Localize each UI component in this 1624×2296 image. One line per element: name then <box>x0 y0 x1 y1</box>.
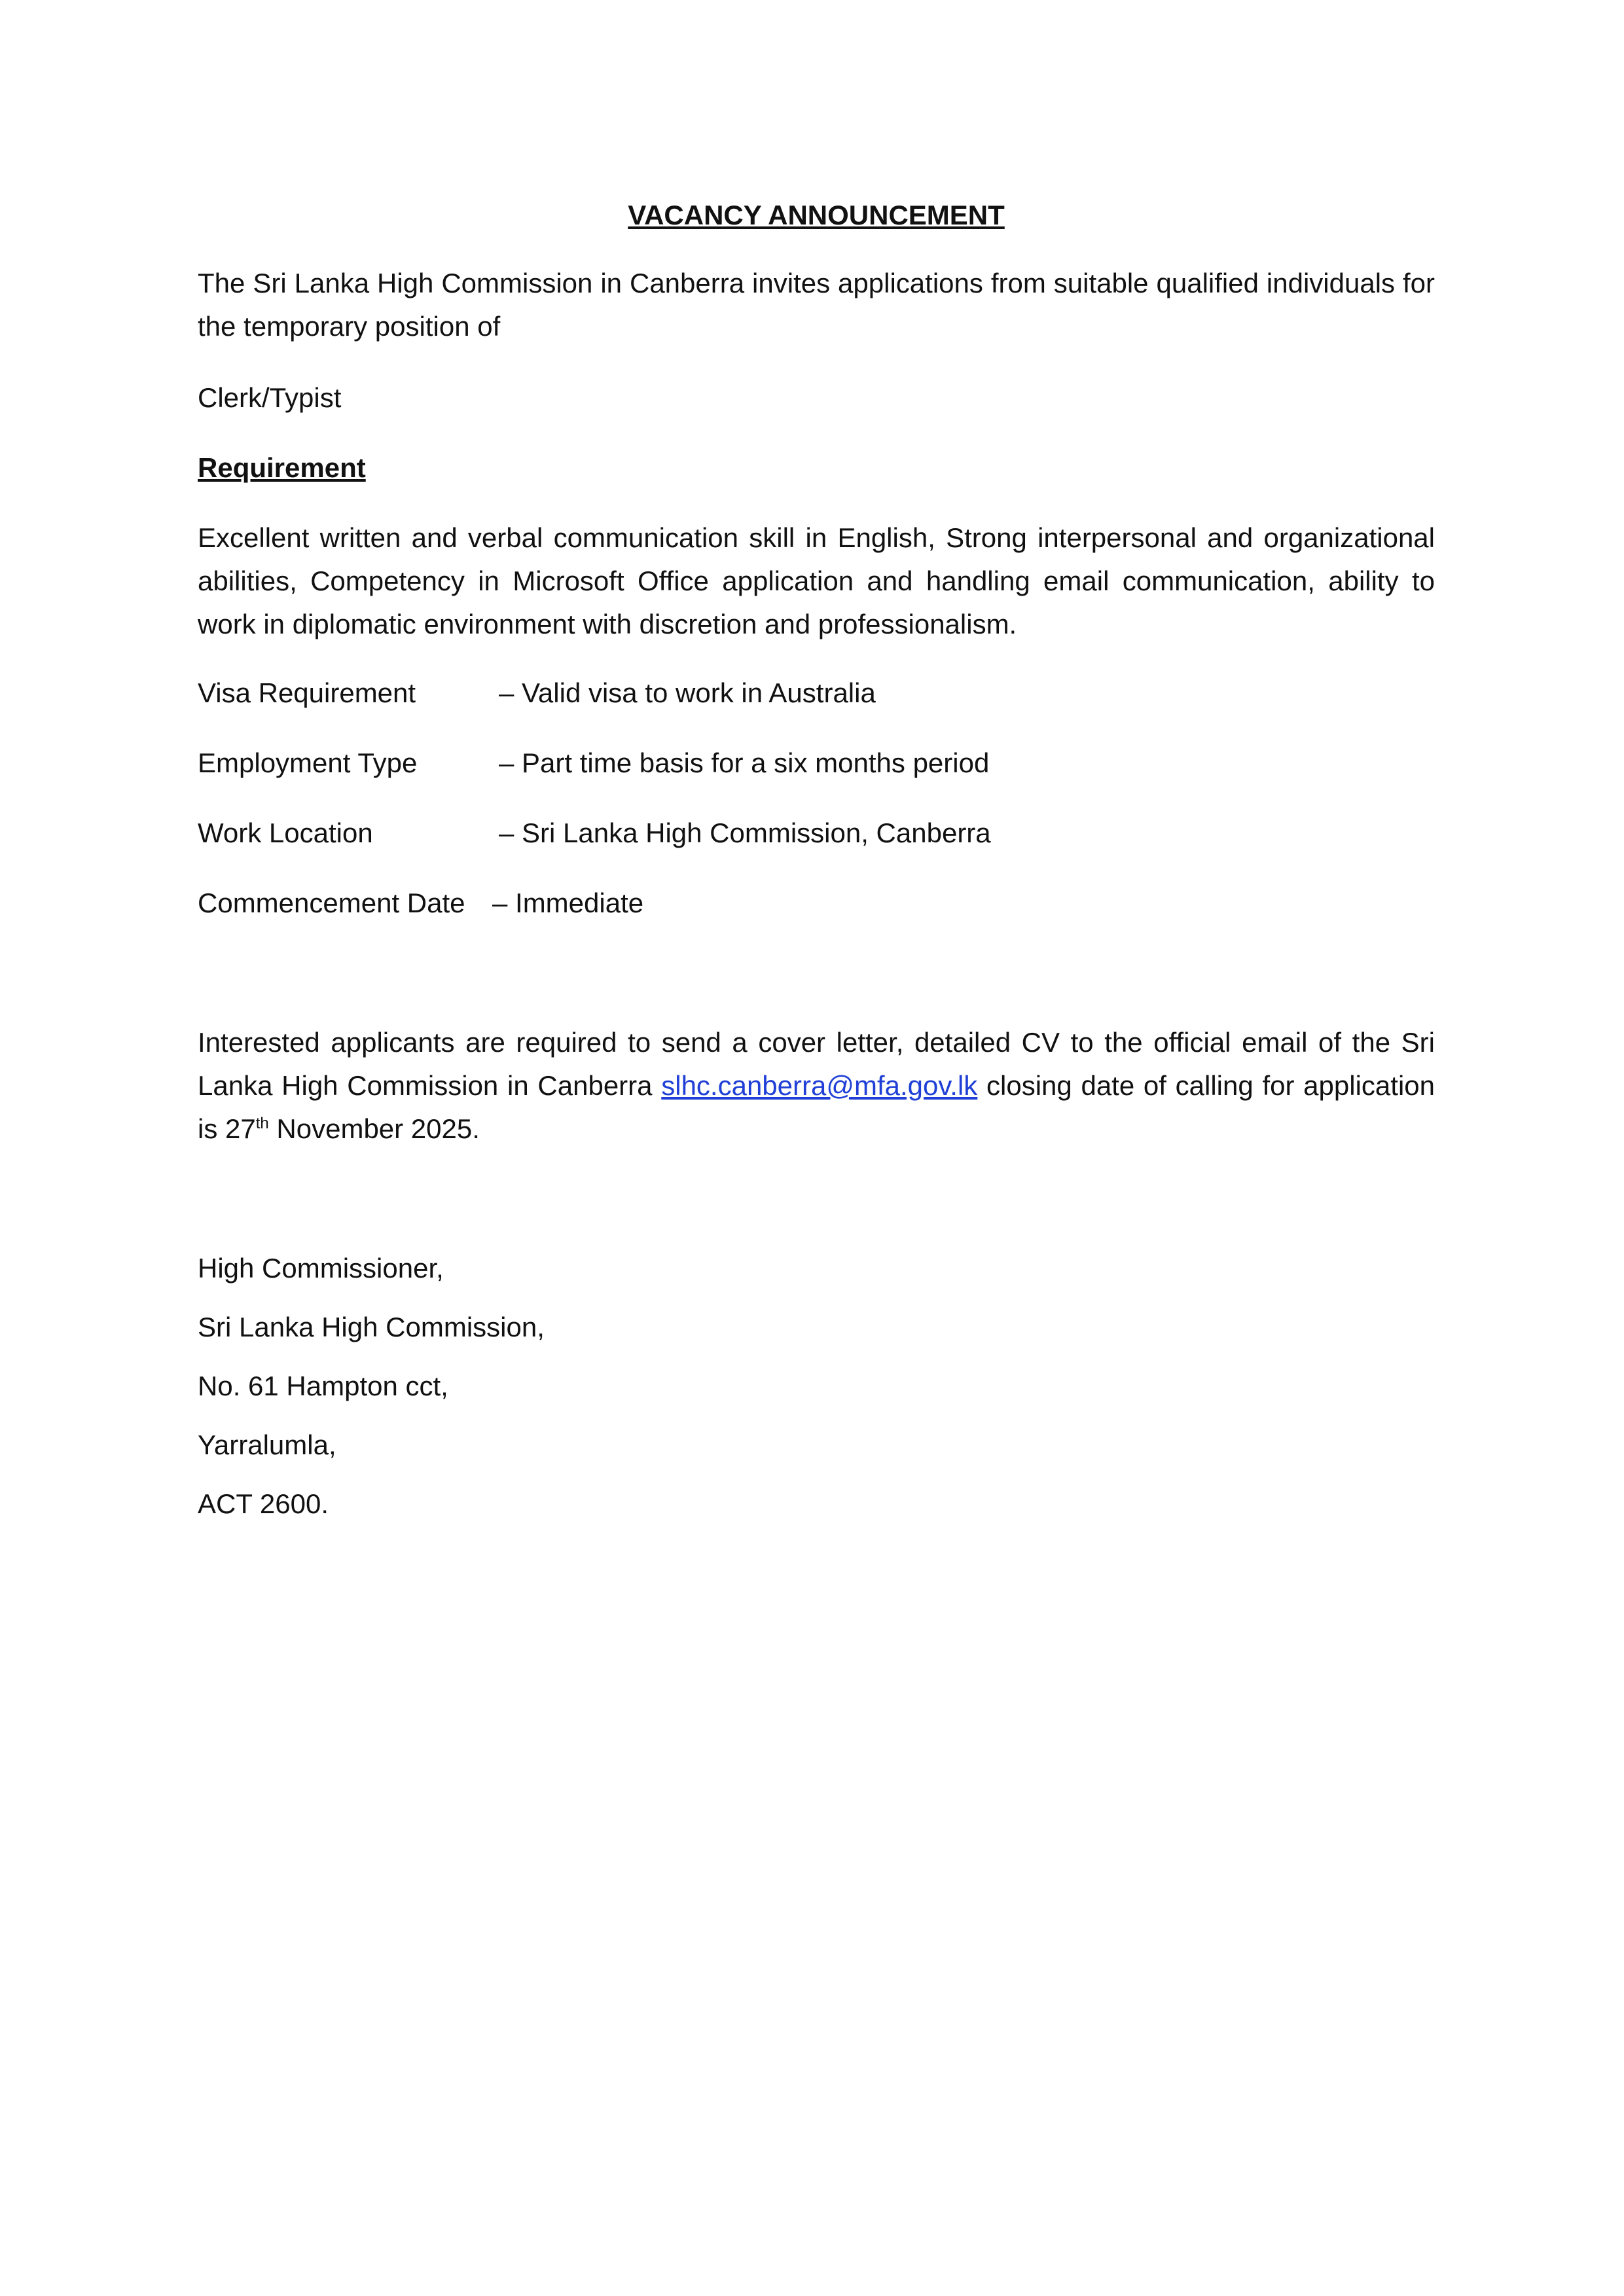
page-title: VACANCY ANNOUNCEMENT <box>628 200 1005 230</box>
detail-label: Employment Type <box>198 747 418 778</box>
requirement-heading: Requirement <box>198 452 366 483</box>
detail-row-commencement <box>198 882 1435 925</box>
detail-row-visa <box>198 672 1435 715</box>
email-link[interactable]: slhc.canberra@mfa.gov.lk <box>661 1070 978 1101</box>
address-line: No. 61 Hampton cct, <box>198 1371 448 1401</box>
detail-label: Commencement Date <box>198 888 465 918</box>
application-paragraph <box>198 1021 1435 1151</box>
detail-label: Work Location <box>198 817 373 848</box>
address-line: Sri Lanka High Commission, <box>198 1312 545 1342</box>
position-title: Clerk/Typist <box>198 382 342 413</box>
detail-row-employment <box>198 742 1435 785</box>
requirement-paragraph: Excellent written and verbal communication skill in English, Strong interpersonal and organizational abilities, Competency in Microsoft Office application and handling email communication, ability to work in diplomatic environment with discretion and professionalism. <box>198 522 1435 639</box>
detail-value: – Immediate <box>492 888 644 918</box>
detail-row-location <box>198 812 1435 855</box>
application-text-end: November 2025. <box>268 1113 480 1144</box>
detail-value: – Sri Lanka High Commission, Canberra <box>499 817 991 848</box>
address-line: ACT 2600. <box>198 1488 329 1519</box>
detail-label: Visa Requirement <box>198 677 416 708</box>
application-text: Interested applicants are required to send a cover letter, detailed CV to the official email of the Sri Lanka High Commission in Canberra <box>198 1027 1435 1101</box>
application-text-after: closing date of calling for application is 27 <box>198 1070 1435 1144</box>
address-line: High Commissioner, <box>198 1253 444 1283</box>
detail-value: – Part time basis for a six months period <box>499 747 990 778</box>
address-line: Yarralumla, <box>198 1429 336 1460</box>
date-suffix: th <box>255 1115 269 1132</box>
detail-value: – Valid visa to work in Australia <box>499 677 876 708</box>
intro-paragraph: The Sri Lanka High Commission in Canberra invites applications from suitable qualified individuals for the temporary position of <box>198 268 1435 342</box>
